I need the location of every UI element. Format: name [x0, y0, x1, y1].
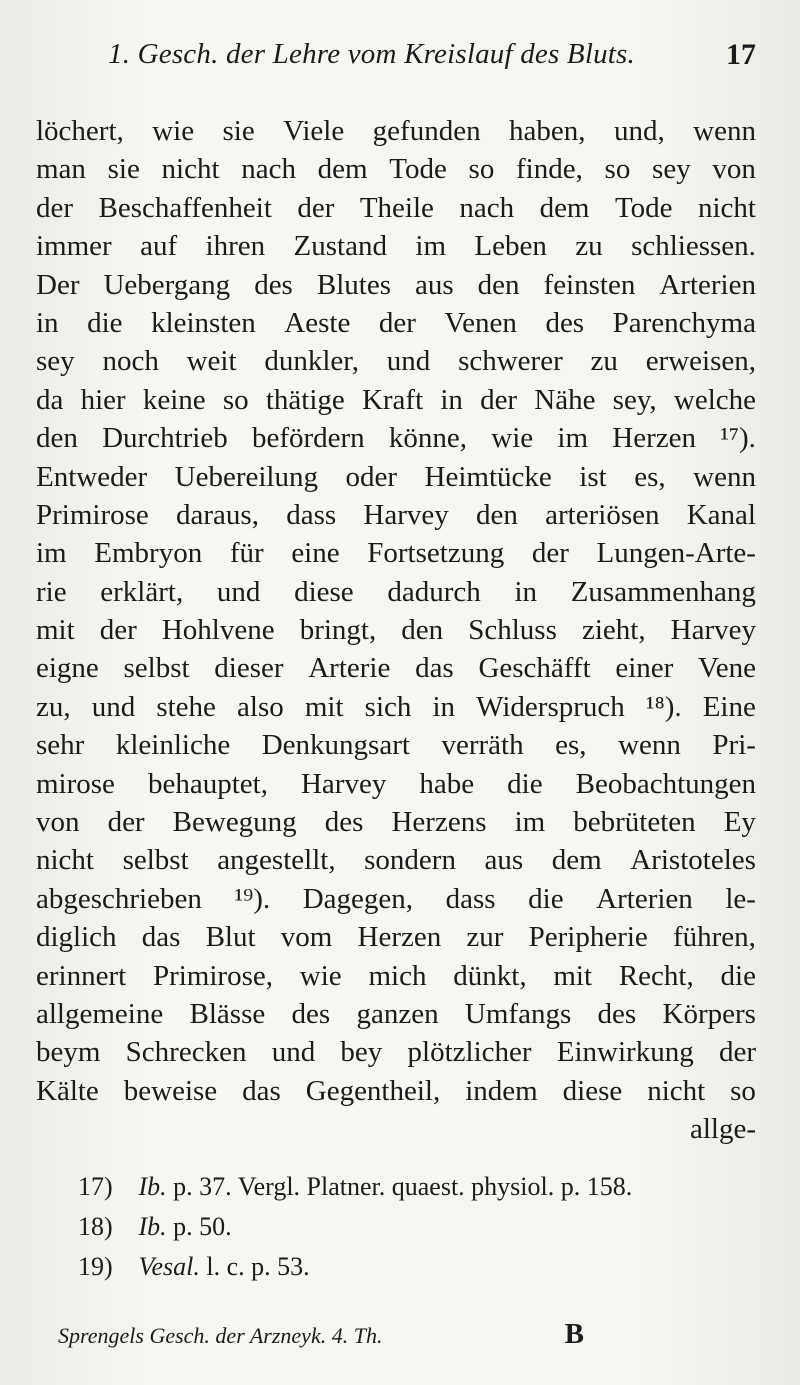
word: Aeste: [284, 306, 351, 339]
page-number: 17: [726, 38, 756, 71]
word: Beschaffenheit: [98, 191, 272, 224]
footnote: [36, 1167, 756, 1207]
footnote: [36, 1247, 756, 1287]
footnote-ref: 18): [78, 1211, 113, 1241]
text-line: [36, 649, 756, 687]
word: ist: [579, 460, 607, 493]
word: zu,: [36, 690, 71, 723]
word: oder: [345, 460, 398, 493]
word: Hohlvene: [161, 614, 275, 647]
word: dadurch: [387, 575, 481, 608]
text-line: [36, 189, 756, 227]
text-line: [36, 419, 756, 457]
word: dünkt,: [453, 959, 527, 992]
word: ¹⁹).: [234, 882, 271, 915]
running-header: [36, 22, 756, 82]
word: den: [477, 268, 520, 301]
word: löchert,: [36, 115, 124, 147]
word: verräth: [441, 729, 524, 762]
word: Bewegung: [172, 806, 297, 839]
word: von: [712, 153, 756, 186]
word: Geschäfft: [478, 652, 591, 685]
word: könne,: [388, 422, 468, 455]
word: ¹⁷).: [720, 422, 756, 455]
text-line: [36, 227, 756, 265]
word: das: [141, 921, 181, 954]
word: haben,: [509, 115, 586, 147]
word: sondern: [364, 844, 456, 877]
word: Herzen: [612, 422, 696, 455]
word: Kälte: [36, 1074, 99, 1107]
text-line: [36, 266, 756, 304]
word: kleinsten: [151, 306, 256, 339]
word: Fortsetzung: [367, 537, 505, 570]
word: Venen: [444, 306, 517, 339]
word: dunkler,: [264, 345, 360, 378]
word: Viele: [283, 115, 345, 147]
footnote-source: Vesal.: [138, 1251, 200, 1281]
word: Lungen-Arte-: [596, 537, 756, 570]
word: der: [99, 614, 137, 647]
word: eigne: [36, 652, 99, 685]
word: Eine: [702, 690, 756, 723]
word: Nähe: [534, 383, 596, 416]
word: Primirose,: [152, 959, 273, 992]
word: Arterie: [308, 652, 391, 685]
word: also: [237, 690, 284, 723]
word: man: [36, 153, 86, 186]
word: und: [271, 1036, 316, 1069]
footnote-ref: 17): [78, 1171, 113, 1201]
word: erinnert: [36, 959, 127, 992]
word: auf: [140, 230, 178, 263]
word: mit: [304, 690, 344, 723]
word: zu: [590, 345, 618, 378]
word: so: [222, 383, 249, 416]
word: Beobachtungen: [575, 767, 756, 800]
text-line: [36, 573, 756, 611]
word: nicht: [697, 191, 756, 224]
word: und: [91, 690, 136, 723]
text-line: [36, 841, 756, 879]
word: Gegentheil,: [305, 1074, 441, 1107]
word: Kanal: [686, 498, 756, 531]
word: befördern: [251, 422, 365, 455]
word: der: [718, 1036, 756, 1069]
word: Kraft: [361, 383, 424, 416]
word: noch: [102, 345, 159, 378]
word: für: [229, 537, 264, 570]
word: im: [557, 422, 589, 455]
word: Herzens: [391, 806, 487, 839]
word: Peripherie: [528, 921, 648, 954]
text-line: [36, 765, 756, 803]
text-line: [36, 803, 756, 841]
text-line: [36, 150, 756, 188]
word: Schluss: [468, 614, 557, 647]
word: Tode: [389, 153, 447, 186]
word: wenn: [693, 460, 756, 493]
word: Uebereilung: [174, 460, 318, 493]
text-line: [36, 342, 756, 380]
word: der: [107, 806, 145, 839]
word: sie: [222, 115, 255, 147]
word: allgemeine: [36, 997, 164, 1030]
word: des: [545, 306, 585, 339]
word: sich: [364, 690, 412, 723]
word: mirose: [36, 767, 115, 800]
word: Entweder: [36, 460, 148, 493]
word: wie: [491, 422, 534, 455]
word: Theile: [359, 191, 434, 224]
word: Primirose: [36, 498, 149, 531]
word: arteriösen: [545, 498, 660, 531]
word: Einwirkung: [556, 1036, 694, 1069]
word: Heimtücke: [424, 460, 552, 493]
word: schwerer: [458, 345, 563, 378]
word: dem: [539, 191, 590, 224]
word: rie: [36, 575, 67, 608]
word: Zusammenhang: [570, 575, 756, 608]
word: ganzen: [356, 997, 439, 1030]
word: diese: [294, 575, 354, 608]
word: Tode: [614, 191, 673, 224]
word: Arterien: [596, 882, 693, 915]
word: Vene: [698, 652, 756, 685]
word: habe: [419, 767, 475, 800]
word: Harvey: [300, 767, 387, 800]
text-line: [36, 688, 756, 726]
word: keine: [142, 383, 206, 416]
word: sey: [36, 345, 75, 378]
word: finde,: [516, 153, 583, 186]
word: so: [730, 1074, 756, 1107]
footnote-text: p. 50.: [173, 1211, 232, 1241]
word: wenn: [618, 729, 681, 762]
footnote-text: l. c. p. 53.: [206, 1251, 310, 1281]
word: so: [468, 153, 495, 186]
word: der: [36, 191, 74, 224]
word: Leben: [474, 230, 547, 263]
text-line: [36, 112, 756, 150]
catchword: allge-: [689, 1113, 756, 1146]
word: Parenchyma: [612, 306, 756, 339]
word: und: [386, 345, 431, 378]
word: dass: [445, 882, 496, 915]
word: diese: [562, 1074, 623, 1107]
word: Denkungsart: [261, 729, 410, 762]
word: dass: [286, 498, 337, 531]
word: aus: [414, 268, 454, 301]
text-line: [36, 304, 756, 342]
running-title: 1. Gesch. der Lehre vom Kreislauf des Bluts.: [108, 38, 635, 70]
word: die: [507, 767, 543, 800]
word: den: [36, 422, 78, 455]
word: das: [415, 652, 454, 685]
text-line: [36, 918, 756, 956]
word: Uebergang: [103, 268, 231, 301]
word: in: [440, 383, 463, 416]
text-line: [36, 458, 756, 496]
word: nach: [241, 153, 296, 186]
word: sey: [652, 153, 691, 186]
word: Körpers: [662, 997, 756, 1030]
word: des: [254, 268, 293, 301]
word: Blässe: [189, 997, 266, 1030]
word: Dagegen,: [302, 882, 414, 915]
word: plötzlicher: [407, 1036, 532, 1069]
signature-text: Sprengels Gesch. der Arzneyk. 4. Th.: [58, 1323, 383, 1348]
footnote-text: p. 37. Vergl. Platner. quaest. physiol. p. 158.: [173, 1171, 633, 1201]
word: wie: [299, 959, 342, 992]
text-line: [36, 496, 756, 534]
word: bebrüteten: [573, 806, 696, 839]
word: bringt,: [299, 614, 377, 647]
word: in: [36, 306, 59, 339]
word: den: [401, 614, 444, 647]
word: Recht,: [618, 959, 694, 992]
word: Aristoteles: [630, 844, 756, 877]
text-line: [36, 957, 756, 995]
word: beweise: [123, 1074, 218, 1107]
text-line: [36, 381, 756, 419]
word: des: [597, 997, 637, 1030]
word: immer: [36, 230, 112, 263]
word: bey: [340, 1036, 383, 1069]
text-line: [36, 726, 756, 764]
word: Harvey: [670, 614, 756, 647]
word: ihren: [205, 230, 266, 263]
word: die: [528, 882, 564, 915]
word: da: [36, 383, 64, 416]
word: im: [514, 806, 546, 839]
word: Durchtrieb: [102, 422, 228, 455]
word: Ey: [723, 806, 756, 839]
word: daraus,: [176, 498, 259, 531]
text-line: [36, 880, 756, 918]
word: die: [87, 306, 123, 339]
word: Embryon: [94, 537, 203, 570]
word: welche: [673, 383, 756, 416]
word: sie: [107, 153, 140, 186]
word: mit: [553, 959, 593, 992]
signature-line: [58, 1318, 584, 1351]
word: Pri-: [712, 729, 756, 762]
word: nicht: [36, 844, 94, 877]
word: zieht,: [581, 614, 646, 647]
word: wenn: [693, 115, 756, 147]
word: wie: [152, 115, 195, 147]
footnote-source: Ib.: [138, 1211, 167, 1241]
word: von: [36, 806, 80, 839]
word: angestellt,: [217, 844, 336, 877]
word: selbst: [123, 652, 190, 685]
word: Zustand: [293, 230, 387, 263]
word: Blutes: [316, 268, 391, 301]
word: hier: [80, 383, 126, 416]
word: es,: [555, 729, 587, 762]
body-text: [36, 112, 756, 1149]
word: eine: [291, 537, 340, 570]
word: diglich: [36, 921, 117, 954]
word: schliessen.: [631, 230, 756, 263]
word: gefunden: [372, 115, 481, 147]
word: Herzen: [357, 921, 442, 954]
word: es,: [634, 460, 666, 493]
word: stehe: [156, 690, 216, 723]
word: le-: [725, 882, 756, 915]
word: beym: [36, 1036, 101, 1069]
word: in: [514, 575, 538, 608]
word: Harvey: [363, 498, 449, 531]
footnotes: [36, 1167, 756, 1287]
word: zur: [466, 921, 504, 954]
footnote: [36, 1207, 756, 1247]
signature-mark: B: [564, 1318, 584, 1350]
word: erklärt,: [100, 575, 184, 608]
word: das: [242, 1074, 281, 1107]
word: der: [297, 191, 335, 224]
word: des: [291, 997, 331, 1030]
word: nicht: [647, 1074, 706, 1107]
word: der: [378, 306, 416, 339]
word: Blut: [205, 921, 256, 954]
word: Der: [36, 268, 80, 301]
word: dieser: [214, 652, 284, 685]
text-line: [36, 611, 756, 649]
word: einer: [615, 652, 674, 685]
word: Widerspruch: [476, 690, 625, 723]
word: selbst: [122, 844, 189, 877]
word: nach: [459, 191, 515, 224]
word: des: [324, 806, 364, 839]
word: zu: [575, 230, 603, 263]
word: im: [36, 537, 67, 570]
footnote-ref: 19): [78, 1251, 113, 1281]
word: weit: [186, 345, 237, 378]
word: den: [476, 498, 518, 531]
text-line: [36, 1072, 756, 1110]
word: abgeschrieben: [36, 882, 202, 915]
word: kleinliche: [115, 729, 231, 762]
word: nicht: [161, 153, 220, 186]
word: ¹⁸).: [645, 690, 682, 723]
word: und: [216, 575, 261, 608]
word: der: [480, 383, 518, 416]
word: so: [604, 153, 631, 186]
text-line: [36, 534, 756, 572]
word: führen,: [672, 921, 756, 954]
word: thätige: [265, 383, 345, 416]
word: in: [432, 690, 456, 723]
word: dem: [551, 844, 602, 877]
footnote-source: Ib.: [138, 1171, 167, 1201]
word: sehr: [36, 729, 85, 762]
word: sey,: [612, 383, 657, 416]
word: feinsten: [543, 268, 636, 301]
word: die: [720, 959, 756, 992]
word: behauptet,: [147, 767, 268, 800]
word: erweisen,: [645, 345, 756, 378]
word: indem: [465, 1074, 538, 1107]
text-line: [36, 995, 756, 1033]
word: und,: [613, 115, 665, 147]
text-line: [36, 1033, 756, 1071]
word: mich: [368, 959, 427, 992]
word: dem: [317, 153, 368, 186]
word: vom: [280, 921, 333, 954]
word: Arterien: [659, 268, 756, 301]
word: Umfangs: [464, 997, 572, 1030]
word: aus: [484, 844, 524, 877]
word: Schrecken: [125, 1036, 247, 1069]
word: mit: [36, 614, 75, 647]
word: der: [531, 537, 569, 570]
word: im: [415, 230, 447, 263]
